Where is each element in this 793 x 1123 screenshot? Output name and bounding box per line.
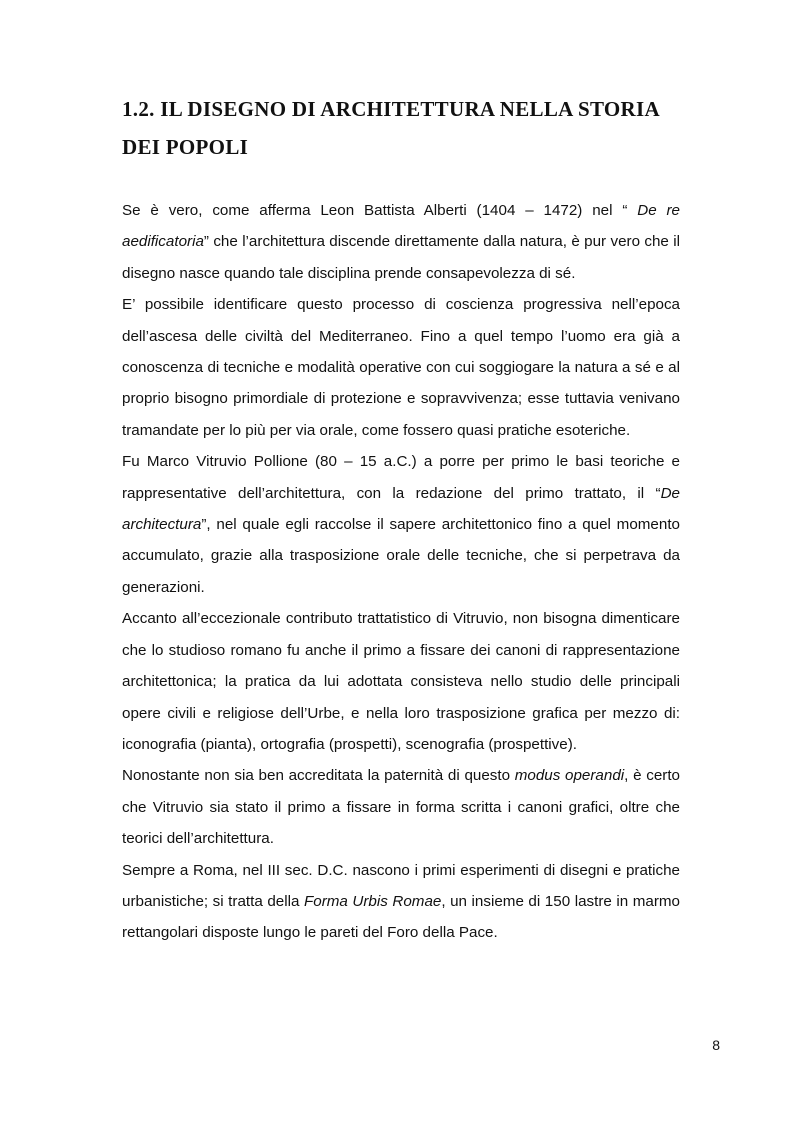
text-run: Fu Marco Vitruvio Pollione (80 – 15 a.C.) a porre per primo le basi teoriche e rappresentative dell’architettura, con la redazione del primo trattato, il “ [122, 453, 680, 502]
text-run: Sempre a Roma, nel III sec. D.C. nascono i primi esperimenti di disegni e pratiche urbanistiche; si tratta della [122, 861, 680, 910]
body-text [122, 195, 680, 949]
italic-text: De re aedificatoria [122, 202, 680, 251]
text-run: ” che l’architettura discende direttamente dalla natura, è pur vero che il disegno nasce quando tale disciplina prende consapevolezza di sé. [122, 233, 680, 282]
paragraph [122, 603, 680, 760]
text-run: , è certo che Vitruvio sia stato il primo a fissare in forma scritta i canoni grafici, oltre che teorici dell’architettura. [122, 767, 680, 848]
italic-text: modus operandi [514, 767, 625, 785]
paragraph [122, 446, 680, 603]
text-run: , un insieme di 150 lastre in marmo rettangolari disposte lungo le pareti del Foro della Pace. [122, 892, 680, 942]
text-run: Accanto all’eccezionale contributo trattatistico di Vitruvio, non bisogna dimenticare che lo studioso romano fu anche il primo a fissare dei canoni di rappresentazione architettonica; la pratica da lui adottata consisteva nello studio delle principali opere civili e religiose dell’Urbe, e nella loro trasposizione grafica per mezzo di: iconografia (pianta), ortografia (prospetti), scenografia (prospettive). [122, 610, 680, 753]
paragraph [122, 760, 680, 854]
page-number: 8 [712, 1037, 720, 1053]
italic-text: Forma Urbis Romae [303, 892, 442, 910]
section-heading: 1.2. IL DISEGNO DI ARCHITETTURA NELLA STORIA DEI POPOLI [122, 97, 659, 159]
text-run: Nonostante non sia ben accreditata la paternità di questo [122, 767, 515, 785]
paragraph [122, 855, 680, 949]
text-run: E’ possibile identificare questo processo di coscienza progressiva nell’epoca dell’ascesa delle civiltà del Mediterraneo. Fino a quel tempo l’uomo era già a conoscenza di tecniche e modalità operative con cui soggiogare la natura a sé e al proprio bisogno primordiale di protezione e sopravvivenza; esse tuttavia venivano tramandate per lo più per via orale, come fossero quasi pratiche esoteriche. [122, 296, 680, 439]
paragraph [122, 195, 680, 289]
text-run: ”, nel quale egli raccolse il sapere architettonico fino a quel momento accumulato, grazie alla trasposizione orale delle tecniche, che si perpetrava da generazioni. [122, 516, 680, 596]
text-run: Se è vero, come afferma Leon Battista Alberti (1404 – 1472) nel “ [122, 202, 638, 219]
italic-text: De architectura [122, 484, 680, 534]
paragraph [122, 289, 680, 446]
